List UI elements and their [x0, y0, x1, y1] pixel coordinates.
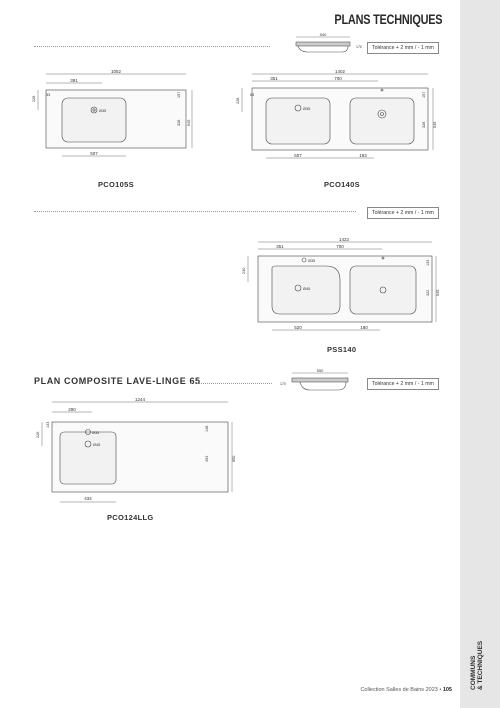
- side-tab-line1: COMMUNS: [470, 655, 477, 690]
- dim-top-offset: 33: [46, 93, 51, 97]
- dim-total: 1244: [134, 397, 146, 402]
- dim-top-offset: 133: [46, 421, 50, 428]
- label-pco124llg: PCO124LLG: [107, 513, 154, 522]
- dim-right2: 328: [177, 119, 181, 126]
- dim-right2: 494: [205, 455, 209, 462]
- hole-diameter: Ø35: [92, 431, 100, 435]
- drawing-pss140: [236, 236, 441, 336]
- dim-right1: 157: [177, 91, 181, 98]
- dim-bottom-mid: 180: [360, 325, 368, 330]
- tolerance-note-3: Tolérance + 2 mm / - 1 mm: [367, 378, 439, 390]
- dim-right1: 157: [422, 91, 426, 98]
- footer-collection: Collection Salles de Bains 2023: [360, 687, 438, 693]
- dim-vertical: 230: [242, 267, 246, 274]
- dim-left: 391: [70, 78, 78, 83]
- drain-diameter: Ø45: [303, 287, 311, 291]
- drawing-pco140s: [228, 68, 438, 168]
- section-title-composite: PLAN COMPOSITE LAVE-LINGE 65: [34, 376, 201, 386]
- dim-left: 351: [270, 76, 278, 81]
- dim-right2: 322: [426, 289, 430, 296]
- dim-bottom-mid: 193: [359, 153, 367, 158]
- hole-diameter: Ø35: [303, 107, 311, 111]
- section-divider: [190, 383, 272, 384]
- dim-total: 1402: [334, 69, 346, 74]
- dim-right3: 545: [433, 121, 437, 128]
- drawing-pco105s: [32, 68, 197, 168]
- dim-right3: 650: [232, 455, 236, 462]
- dim-right3: 545: [436, 289, 440, 296]
- profile-section-bottom: [278, 368, 358, 396]
- profile-width: 540: [319, 32, 327, 37]
- section-divider: [34, 211, 356, 212]
- dim-vertical: 228: [236, 97, 240, 104]
- dim-left: 290: [68, 407, 76, 412]
- dim-bottom: 507: [90, 151, 98, 156]
- profile-section-top: [290, 32, 362, 56]
- dim-right1: 133: [426, 259, 430, 266]
- page-title: PLANS TECHNIQUES: [334, 11, 442, 27]
- dim-bottom-left: 507: [294, 153, 302, 158]
- profile-height: 170: [356, 45, 362, 49]
- hole-diameter: Ø35: [99, 109, 107, 113]
- dim-total: 1052: [110, 69, 122, 74]
- side-tab-line2: & TECHNIQUES: [477, 640, 484, 690]
- dim-vertical: 228: [32, 95, 36, 102]
- dim-bottom: 434: [84, 496, 92, 501]
- dim-mid: 700: [336, 244, 344, 249]
- side-tab: [460, 0, 500, 708]
- dim-total: 1422: [338, 237, 350, 242]
- dim-left: 351: [276, 244, 284, 249]
- dim-top-offset: 63: [250, 93, 255, 97]
- page-footer: [360, 687, 452, 693]
- tolerance-note-2: Tolérance + 2 mm / - 1 mm: [367, 207, 439, 219]
- section-divider: [34, 46, 270, 47]
- hole-diameter: Ø35: [308, 259, 316, 263]
- label-pco105s: PCO105S: [98, 180, 134, 189]
- dim-right1: 148: [205, 425, 209, 432]
- label-pco140s: PCO140S: [324, 180, 360, 189]
- profile-height: 170: [280, 382, 286, 386]
- dim-mid: 700: [334, 76, 342, 81]
- dim-bottom-left: 520: [294, 325, 302, 330]
- page-number: 105: [442, 687, 452, 693]
- profile-width: 550: [316, 368, 324, 373]
- dim-vertical: 226: [36, 431, 40, 438]
- drain-diameter: Ø45: [93, 443, 101, 447]
- tolerance-note-1: Tolérance + 2 mm / - 1 mm: [367, 42, 439, 54]
- label-pss140: PSS140: [327, 345, 357, 354]
- footer-bullet: •: [439, 687, 442, 693]
- dim-right3: 545: [187, 119, 191, 126]
- drawing-pco124llg: [32, 396, 247, 512]
- dim-right2: 328: [422, 121, 426, 128]
